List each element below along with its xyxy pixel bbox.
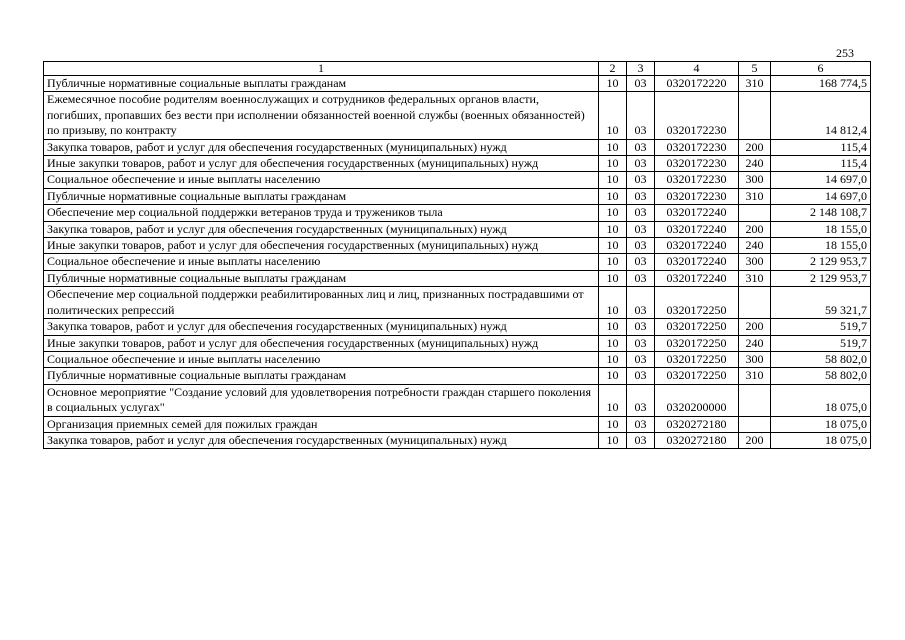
- cell-section: 10: [599, 432, 627, 448]
- cell-name: Закупка товаров, работ и услуг для обеспечения государственных (муниципальных) нужд: [44, 139, 599, 155]
- cell-section: 10: [599, 172, 627, 188]
- cell-name: Обеспечение мер социальной поддержки реабилитированных лиц и лиц, признанных пострадавшими от политических репрессий: [44, 287, 599, 319]
- cell-expense-type: 200: [739, 221, 771, 237]
- cell-amount: 168 774,5: [771, 76, 871, 92]
- cell-section: 10: [599, 335, 627, 351]
- header-cell-5: 5: [739, 62, 771, 76]
- cell-name: Организация приемных семей для пожилых граждан: [44, 416, 599, 432]
- cell-name: Иные закупки товаров, работ и услуг для обеспечения государственных (муниципальных) нужд: [44, 156, 599, 172]
- cell-expense-type: [739, 287, 771, 319]
- cell-section: 10: [599, 351, 627, 367]
- cell-section: 10: [599, 188, 627, 204]
- cell-target-article: 0320172240: [655, 205, 739, 221]
- cell-amount: 18 075,0: [771, 432, 871, 448]
- cell-target-article: 0320272180: [655, 432, 739, 448]
- cell-subsection: 03: [627, 205, 655, 221]
- table-row: [44, 139, 871, 155]
- cell-subsection: 03: [627, 76, 655, 92]
- table-row: [44, 254, 871, 270]
- cell-expense-type: 310: [739, 270, 771, 286]
- cell-subsection: 03: [627, 287, 655, 319]
- cell-name: Публичные нормативные социальные выплаты гражданам: [44, 188, 599, 204]
- cell-subsection: 03: [627, 270, 655, 286]
- cell-section: 10: [599, 287, 627, 319]
- cell-name: Ежемесячное пособие родителям военнослужащих и сотрудников федеральных органов власти, погибших, пропавших без вести при исполнении обязанностей военной службы (военных обязанностей) по призыву, по контракту: [44, 92, 599, 139]
- cell-expense-type: 300: [739, 351, 771, 367]
- cell-target-article: 0320172250: [655, 335, 739, 351]
- cell-name: Публичные нормативные социальные выплаты гражданам: [44, 270, 599, 286]
- table-row: [44, 156, 871, 172]
- cell-subsection: 03: [627, 92, 655, 139]
- cell-target-article: 0320172250: [655, 319, 739, 335]
- table-row: [44, 76, 871, 92]
- cell-subsection: 03: [627, 335, 655, 351]
- table-row: [44, 384, 871, 416]
- cell-name: Социальное обеспечение и иные выплаты населению: [44, 172, 599, 188]
- cell-amount: 58 802,0: [771, 368, 871, 384]
- cell-section: 10: [599, 92, 627, 139]
- cell-target-article: 0320172240: [655, 221, 739, 237]
- cell-name: Иные закупки товаров, работ и услуг для обеспечения государственных (муниципальных) нужд: [44, 238, 599, 254]
- cell-expense-type: [739, 416, 771, 432]
- cell-name: Закупка товаров, работ и услуг для обеспечения государственных (муниципальных) нужд: [44, 221, 599, 237]
- header-cell-6: 6: [771, 62, 871, 76]
- table-row: [44, 238, 871, 254]
- cell-target-article: 0320172250: [655, 287, 739, 319]
- cell-section: 10: [599, 205, 627, 221]
- table-row: [44, 172, 871, 188]
- cell-subsection: 03: [627, 254, 655, 270]
- cell-amount: 2 129 953,7: [771, 270, 871, 286]
- table-row: [44, 335, 871, 351]
- cell-expense-type: [739, 384, 771, 416]
- cell-expense-type: 240: [739, 238, 771, 254]
- table-row: [44, 287, 871, 319]
- budget-table: [43, 61, 871, 449]
- cell-subsection: 03: [627, 319, 655, 335]
- cell-subsection: 03: [627, 368, 655, 384]
- cell-amount: 18 155,0: [771, 238, 871, 254]
- table-row: [44, 351, 871, 367]
- page-number: 253: [836, 46, 854, 60]
- cell-target-article: 0320172230: [655, 188, 739, 204]
- table-row: [44, 368, 871, 384]
- cell-amount: 14 697,0: [771, 188, 871, 204]
- cell-expense-type: 310: [739, 188, 771, 204]
- cell-expense-type: 310: [739, 368, 771, 384]
- cell-amount: 14 697,0: [771, 172, 871, 188]
- cell-section: 10: [599, 319, 627, 335]
- cell-name: Закупка товаров, работ и услуг для обеспечения государственных (муниципальных) нужд: [44, 432, 599, 448]
- cell-target-article: 0320172230: [655, 172, 739, 188]
- cell-amount: 59 321,7: [771, 287, 871, 319]
- table-row: [44, 221, 871, 237]
- cell-name: Социальное обеспечение и иные выплаты населению: [44, 254, 599, 270]
- cell-name: Закупка товаров, работ и услуг для обеспечения государственных (муниципальных) нужд: [44, 319, 599, 335]
- cell-section: 10: [599, 139, 627, 155]
- table-row: [44, 432, 871, 448]
- cell-amount: 58 802,0: [771, 351, 871, 367]
- cell-subsection: 03: [627, 238, 655, 254]
- cell-expense-type: 200: [739, 432, 771, 448]
- cell-amount: 2 129 953,7: [771, 254, 871, 270]
- cell-name: Социальное обеспечение и иные выплаты населению: [44, 351, 599, 367]
- cell-expense-type: 300: [739, 172, 771, 188]
- cell-amount: 14 812,4: [771, 92, 871, 139]
- table-row: [44, 416, 871, 432]
- cell-section: 10: [599, 416, 627, 432]
- cell-amount: 519,7: [771, 319, 871, 335]
- header-cell-3: 3: [627, 62, 655, 76]
- header-row: [44, 62, 871, 76]
- cell-subsection: 03: [627, 221, 655, 237]
- cell-section: 10: [599, 76, 627, 92]
- table-row: [44, 92, 871, 139]
- cell-subsection: 03: [627, 139, 655, 155]
- cell-subsection: 03: [627, 416, 655, 432]
- cell-subsection: 03: [627, 432, 655, 448]
- cell-subsection: 03: [627, 384, 655, 416]
- cell-expense-type: 310: [739, 76, 771, 92]
- cell-target-article: 0320172250: [655, 351, 739, 367]
- cell-expense-type: 240: [739, 156, 771, 172]
- cell-target-article: 0320172240: [655, 238, 739, 254]
- cell-target-article: 0320172240: [655, 270, 739, 286]
- cell-expense-type: 300: [739, 254, 771, 270]
- cell-target-article: 0320172230: [655, 139, 739, 155]
- cell-name: Иные закупки товаров, работ и услуг для обеспечения государственных (муниципальных) нужд: [44, 335, 599, 351]
- table-row: [44, 319, 871, 335]
- cell-section: 10: [599, 221, 627, 237]
- cell-target-article: 0320172250: [655, 368, 739, 384]
- cell-expense-type: [739, 92, 771, 139]
- cell-target-article: 0320172220: [655, 76, 739, 92]
- cell-name: Обеспечение мер социальной поддержки ветеранов труда и тружеников тыла: [44, 205, 599, 221]
- cell-amount: 115,4: [771, 139, 871, 155]
- cell-expense-type: [739, 205, 771, 221]
- cell-amount: 115,4: [771, 156, 871, 172]
- cell-name: Основное мероприятие "Создание условий для удовлетворения потребности граждан старшего поколения в социальных услугах": [44, 384, 599, 416]
- cell-name: Публичные нормативные социальные выплаты гражданам: [44, 368, 599, 384]
- cell-amount: 18 075,0: [771, 384, 871, 416]
- cell-name: Публичные нормативные социальные выплаты гражданам: [44, 76, 599, 92]
- cell-section: 10: [599, 238, 627, 254]
- cell-target-article: 0320172230: [655, 156, 739, 172]
- cell-expense-type: 200: [739, 139, 771, 155]
- header-cell-4: 4: [655, 62, 739, 76]
- cell-target-article: 0320172230: [655, 92, 739, 139]
- cell-section: 10: [599, 254, 627, 270]
- header-cell-2: 2: [599, 62, 627, 76]
- cell-subsection: 03: [627, 351, 655, 367]
- table-row: [44, 188, 871, 204]
- cell-subsection: 03: [627, 156, 655, 172]
- cell-subsection: 03: [627, 188, 655, 204]
- cell-section: 10: [599, 270, 627, 286]
- cell-amount: 18 155,0: [771, 221, 871, 237]
- cell-amount: 519,7: [771, 335, 871, 351]
- table-row: [44, 270, 871, 286]
- cell-expense-type: 200: [739, 319, 771, 335]
- cell-amount: 18 075,0: [771, 416, 871, 432]
- cell-section: 10: [599, 384, 627, 416]
- cell-section: 10: [599, 156, 627, 172]
- cell-amount: 2 148 108,7: [771, 205, 871, 221]
- table-row: [44, 205, 871, 221]
- cell-target-article: 0320272180: [655, 416, 739, 432]
- cell-subsection: 03: [627, 172, 655, 188]
- cell-section: 10: [599, 368, 627, 384]
- header-cell-1: 1: [44, 62, 599, 76]
- cell-target-article: 0320200000: [655, 384, 739, 416]
- cell-expense-type: 240: [739, 335, 771, 351]
- cell-target-article: 0320172240: [655, 254, 739, 270]
